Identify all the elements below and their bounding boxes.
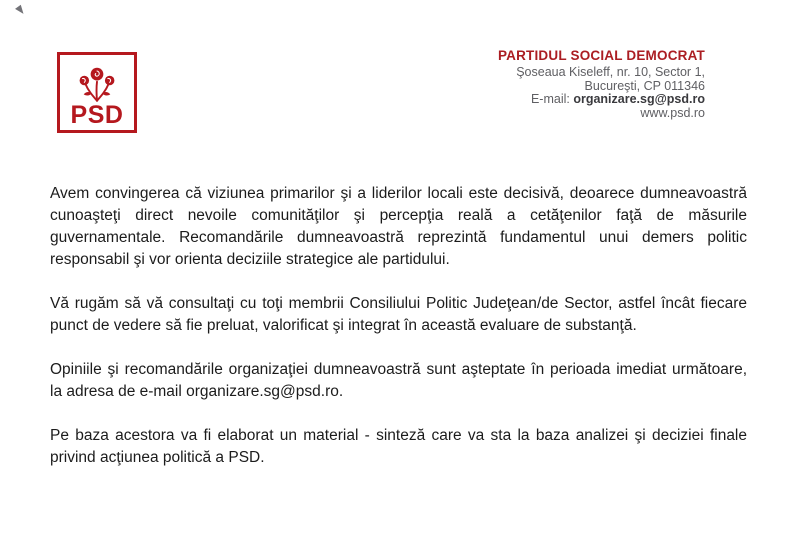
address-line-1: Şoseaua Kiseleff, nr. 10, Sector 1, [516,65,705,79]
letterhead [498,48,705,120]
psd-logo [57,52,137,133]
email-address: organizare.sg@psd.ro [573,92,705,106]
psd-logo-text: PSD [70,101,124,129]
letter-body [50,183,747,491]
email-label: E-mail: [530,92,574,106]
party-name: PARTIDUL SOCIAL DEMOCRAT [497,48,705,63]
paragraph-1: Avem convingerea că viziunea primarilor şi a liderilor locali este decisivă, deoarece dumneavoastră cunoaşteţi direct nevoile comunităţilor şi percepţia reală a cetăţenilor faţă de măsurile guvernamentale. Recomandările dumneavoastră reprezintă fundamentul unui demers politic responsabil şi vor orienta deciziile strategice ale partidului. [50,185,747,268]
paragraph-3: Opiniile şi recomandările organizaţiei dumneavoastră sunt aşteptate în perioada imediat următoare, la adresa de e-mail organizare.sg@psd.ro. [50,361,747,400]
address-line-2: Bucureşti, CP 011346 [584,78,705,93]
website: www.psd.ro [640,105,705,120]
cursor-artifact-icon [15,5,26,16]
rose-bouquet-icon [76,64,118,102]
email-line [498,93,705,107]
paragraph-2: Vă rugăm să vă consultaţi cu toţi membrii Consiliului Politic Judeţean/de Sector, astfel încât fiecare punct de vedere să fie preluat, valorificat şi integrat în această evaluare de substanţă. [50,295,747,334]
paragraph-4: Pe baza acestora va fi elaborat un material - sinteză care va sta la baza analizei şi deciziei finale privind acţiunea politică a PSD. [50,427,747,466]
